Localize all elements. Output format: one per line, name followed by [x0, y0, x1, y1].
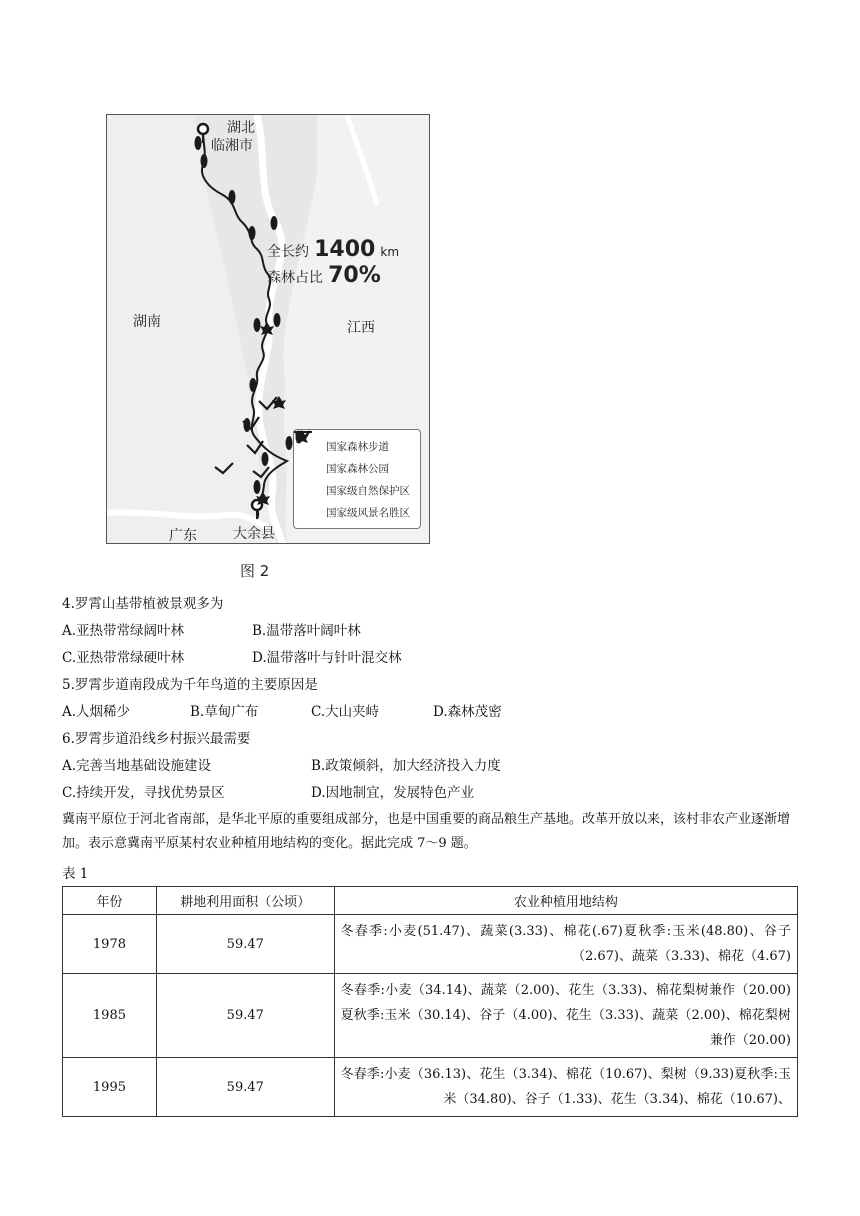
land-use-table	[62, 886, 798, 1117]
question-5-option-a: A.人烟稀少	[62, 704, 131, 720]
tree-icon	[254, 318, 261, 332]
trail-length-stat	[267, 237, 399, 262]
table-row	[63, 974, 798, 1058]
forest-share-value: 70%	[328, 263, 381, 288]
map-label-dayu: 大余县	[233, 526, 275, 542]
trail-length-label: 全长约	[267, 244, 309, 260]
legend-row-scenic-area	[300, 501, 420, 523]
leaf-icon	[300, 505, 322, 519]
tree-icon	[250, 378, 257, 392]
bird-icon	[300, 483, 322, 497]
question-4-option-a: A.亚热带常绿阔叶林	[62, 623, 185, 639]
question-5-option-d: D.森林茂密	[433, 704, 502, 720]
question-4-option-d: D.温带落叶与针叶混交林	[252, 650, 402, 666]
tree-icon	[286, 436, 293, 450]
question-6-option-a: A.完善当地基础设施建设	[62, 758, 212, 774]
trail-map	[106, 114, 430, 544]
cell-structure: 冬春季:小麦(51.47)、蔬菜(3.33)、棉花(.67)夏秋季:玉米(48.80)、谷子（2.67)、蔬菜（3.33)、棉花（4.67)	[334, 915, 797, 974]
legend-row-nature-reserve	[300, 479, 420, 501]
cell-year: 1985	[63, 974, 157, 1058]
map-label-guangdong: 广东	[169, 528, 197, 544]
map-label-hunan: 湖南	[133, 314, 161, 330]
passage-text: 冀南平原位于河北省南部，是华北平原的重要组成部分，也是中国重要的商品粮生产基地。改革开放以来，该村非农产业逐渐增加。表示意冀南平原某村农业种植用地结构的变化。据此完成 7～9 题。	[62, 812, 791, 851]
forest-share-label: 森林占比	[267, 270, 323, 286]
map-label-jiangxi: 江西	[347, 320, 375, 336]
table-header-row	[63, 887, 798, 915]
header-structure: 农业种植用地结构	[334, 887, 797, 915]
tree-icon	[274, 313, 281, 327]
map-label-hubei: 湖北	[227, 120, 255, 136]
tree-icon	[262, 452, 269, 466]
cell-year: 1978	[63, 915, 157, 974]
table-row	[63, 915, 798, 974]
question-6-stem: 6.罗霄步道沿线乡村振兴最需要	[62, 731, 251, 747]
header-area: 耕地利用面积（公顷）	[156, 887, 334, 915]
table-row	[63, 1058, 798, 1117]
question-6-option-d: D.因地制宜，发展特色产业	[311, 785, 475, 801]
header-year: 年份	[63, 887, 157, 915]
trail-length-unit: km	[380, 245, 400, 259]
legend-label: 国家级自然保护区	[326, 484, 410, 497]
map-label-linxiang: 临湘市	[211, 138, 253, 154]
legend-row-trail	[300, 435, 420, 457]
forest-share-stat	[267, 263, 381, 288]
tree-icon	[229, 190, 236, 204]
question-5-option-b: B.草甸广布	[190, 704, 259, 720]
question-4-stem: 4.罗霄山基带植被景观多为	[62, 596, 224, 612]
question-5-stem: 5.罗霄步道南段成为千年鸟道的主要原因是	[62, 677, 318, 693]
legend-row-forest-park	[300, 457, 420, 479]
question-4-option-b: B.温带落叶阔叶林	[252, 623, 361, 639]
cell-structure: 冬春季:小麦（34.14)、蔬菜（2.00)、花生（3.33)、棉花梨树兼作（20.00)夏秋季:玉米（30.14)、谷子（4.00)、花生（3.33)、蔬菜（2.00)、棉花梨树兼作（20.00)	[334, 974, 797, 1058]
legend-label: 国家级风景名胜区	[326, 506, 410, 519]
tree-icon	[201, 154, 208, 168]
tree-icon	[271, 216, 278, 230]
map-legend	[293, 429, 421, 529]
question-4-option-c: C.亚热带常绿硬叶林	[62, 650, 185, 666]
question-5-option-c: C.大山夹峙	[311, 704, 380, 720]
tree-icon	[254, 480, 261, 494]
legend-label: 国家森林公园	[326, 462, 389, 475]
figure-caption: 图 2	[240, 562, 270, 580]
cell-area: 59.47	[156, 974, 334, 1058]
cell-structure: 冬春季:小麦（36.13)、花生（3.34)、棉花（10.67)、梨树（9.33)夏秋季:玉米（34.80)、谷子（1.33)、花生（3.34)、棉花（10.67)、	[334, 1058, 797, 1117]
tree-icon	[195, 136, 202, 150]
question-6-option-c: C.持续开发，寻找优势景区	[62, 785, 225, 801]
question-6-option-b: B.政策倾斜，加大经济投入力度	[311, 758, 501, 774]
cell-area: 59.47	[156, 915, 334, 974]
tree-icon	[249, 226, 256, 240]
leaf-icon	[272, 396, 286, 409]
trail-length-value: 1400	[314, 237, 376, 262]
legend-label: 国家森林步道	[326, 440, 389, 453]
table-title: 表 1	[62, 866, 89, 882]
cell-area: 59.47	[156, 1058, 334, 1117]
cell-year: 1995	[63, 1058, 157, 1117]
tree-icon	[300, 461, 322, 475]
